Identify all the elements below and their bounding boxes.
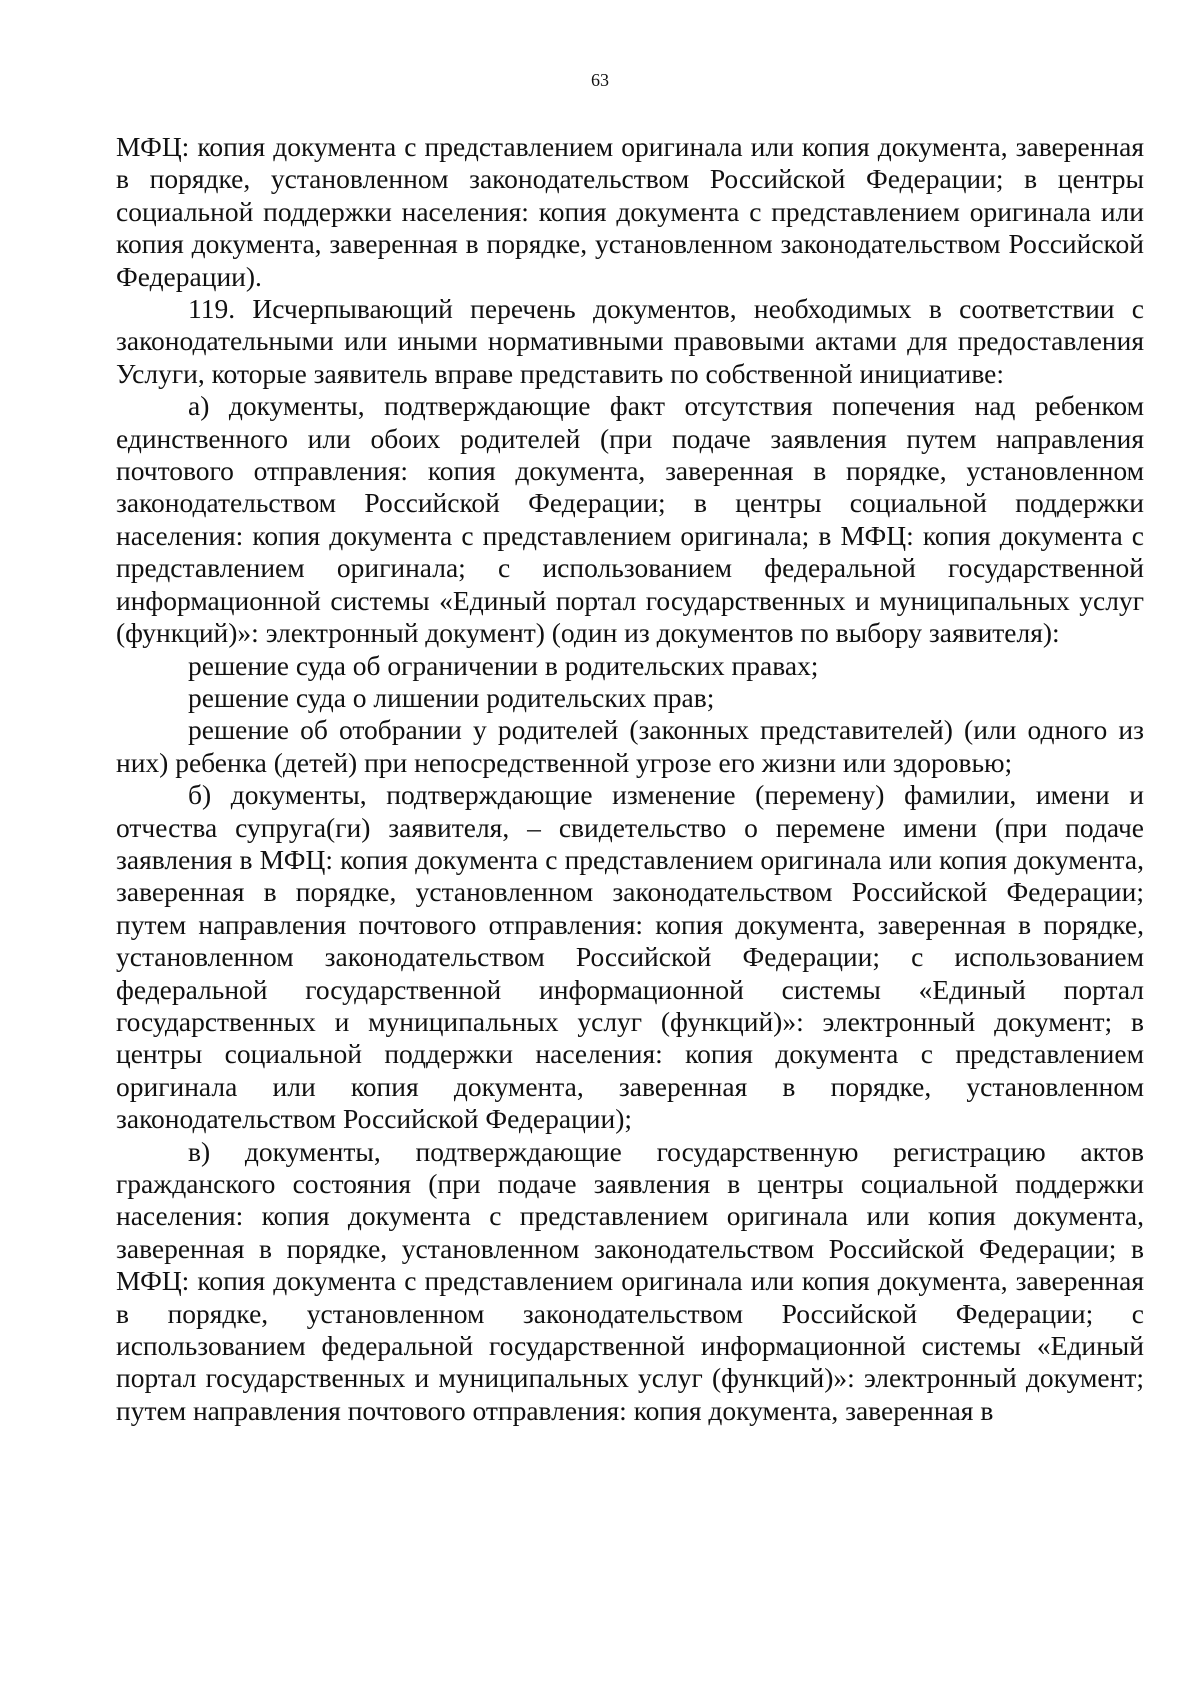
document-body: [116, 131, 1144, 1427]
paragraph-court-restriction: решение суда об ограничении в родительских правах;: [188, 649, 819, 681]
paragraph-continuation: МФЦ: копия документа с представлением оригинала или копия документа, заверенная в порядке, установленном законодательством Российской Федерации; в центры социальной поддержки населения: копия документа с представлением оригинала или копия документа, заверенная в порядке, установленном законодательством Российской Федерации).: [116, 131, 1144, 292]
paragraph-item-b: б) документы, подтверждающие изменение (перемену) фамилии, имени и отчества супруга(ги) заявителя, – свидетельство о перемене имени (при подаче заявления в МФЦ: копия документа с представлением оригинала или копия документа, заверенная в порядке, установленном законодательством Российской Федерации; путем направления почтового отправления: копия документа, заверенная в порядке, установленном законодательством Российской Федерации; с использованием федеральной государственной информационной системы «Единый портал государственных и муниципальных услуг (функций)»: электронный документ; в центры социальной поддержки населения: копия документа с представлением оригинала или копия документа, заверенная в порядке, установленном законодательством Российской Федерации);: [116, 779, 1144, 1135]
page-number: 63: [591, 70, 609, 90]
paragraph-119: 119. Исчерпывающий перечень документов, необходимых в соответствии с законодательными или иными нормативными правовыми актами для предоставления Услуги, которые заявитель вправе представить по собственной инициативе:: [116, 293, 1144, 389]
paragraph-court-deprivation: решение суда о лишении родительских прав;: [188, 681, 715, 713]
paragraph-item-a: а) документы, подтверждающие факт отсутствия попечения над ребенком единственного или обоих родителей (при подаче заявления путем направления почтового отправления: копия документа, заверенная в порядке, установленном законодательством Российской Федерации; в центры социальной поддержки населения: копия документа с представлением оригинала; в МФЦ: копия документа с представлением оригинала; с использованием федеральной государственной информационной системы «Единый портал государственных и муниципальных услуг (функций)»: электронный документ) (один из документов по выбору заявителя):: [116, 390, 1144, 649]
paragraph-item-v: в) документы, подтверждающие государственную регистрацию актов гражданского состояния (при подаче заявления в центры социальной поддержки населения: копия документа с представлением оригинала или копия документа, заверенная в порядке, установленном законодательством Российской Федерации; в МФЦ: копия документа с представлением оригинала или копия документа, заверенная в порядке, установленном законодательством Российской Федерации; с использованием федеральной государственной информационной системы «Единый портал государственных и муниципальных услуг (функций)»: электронный документ; путем направления почтового отправления: копия документа, заверенная в: [116, 1135, 1144, 1426]
paragraph-removal-decision: решение об отобрании у родителей (законных представителей) (или одного из них) ребенка (детей) при непосредственной угрозе его жизни или здоровью;: [116, 714, 1144, 778]
